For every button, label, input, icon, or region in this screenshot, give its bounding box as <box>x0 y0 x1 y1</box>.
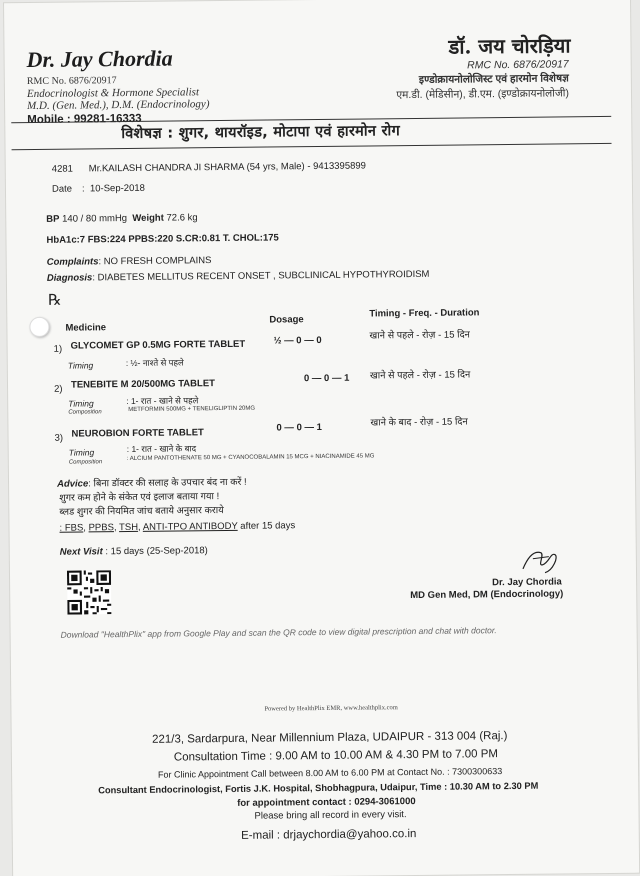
advice-line-3: ब्लड शुगर की नियमित जांच बताये अनुसार कराये <box>59 505 224 518</box>
consultation-time: Consultation Time : 9.00 AM to 10.00 AM & 4.30 PM to 7.00 PM <box>173 748 499 764</box>
degrees: M.D. (Gen. Med.), D.M. (Endocrinology) <box>27 98 210 113</box>
medicine-frequency: खाने से पहले - रोज़ - 15 दिन <box>369 369 471 382</box>
composition-label: Composition <box>68 459 103 466</box>
patient-id: 4281 <box>51 163 73 175</box>
complaints-label: Complaints <box>46 256 99 268</box>
signature-mark <box>515 544 565 577</box>
composition-label: Composition <box>68 409 102 416</box>
specialty-hindi: इण्डोक्रायनोलोजिस्ट एवं हारमोन विशेषज्ञ <box>418 72 569 86</box>
bp-value: 140 / 80 mmHg <box>62 213 128 225</box>
powered-by: Powered by HealthPlix EMR, www.healthplix.com <box>264 704 398 713</box>
rmc-number-right: RMC No. 6876/20917 <box>467 58 569 72</box>
visit-date: 10-Sep-2018 <box>89 182 145 195</box>
medicine-dosage: 0 — 0 — 1 <box>303 372 350 385</box>
medicine-name: GLYCOMET GP 0.5MG FORTE TABLET <box>70 338 246 352</box>
medicine-dosage: 0 — 0 — 1 <box>276 421 322 434</box>
divider-bottom <box>12 143 612 150</box>
clinic-address: 221/3, Sardarpura, Near Millennium Plaza, UDAIPUR - 313 004 (Raj.) <box>151 730 508 746</box>
medicine-name: NEUROBION FORTE TABLET <box>71 427 204 440</box>
doctor-name-hindi: डॉ. जय चोरड़िया <box>448 33 571 59</box>
medicine-number: 1) <box>53 343 63 355</box>
test-item: PPBS <box>88 522 114 534</box>
timing-instruction: : 1- रात - खाने से पहले <box>126 395 199 407</box>
email: E-mail : drjaychordia@yahoo.co.in <box>241 828 417 842</box>
advice-line-1: : बिना डॉक्टर की सलाह के उपचार बंद ना करें ! <box>88 476 247 490</box>
dosage-header: Dosage <box>269 314 304 326</box>
date-separator: : <box>81 183 85 195</box>
records-note: Please bring all record in every visit. <box>254 809 407 822</box>
test-item: : FBS <box>59 522 84 534</box>
next-visit-text: : 15 days (25-Sep-2018) <box>105 545 208 558</box>
diagnosis-text: : DIABETES MELLITUS RECENT ONSET , SUBCLINICAL HYPOTHYROIDISM <box>92 268 430 284</box>
bp-label: BP <box>46 213 60 225</box>
date-label: Date <box>51 183 73 195</box>
medicine-number: 2) <box>54 383 63 395</box>
signature-degrees: MD Gen Med, DM (Endocrinology) <box>410 588 564 602</box>
specialty-banner: विशेषज्ञ : शुगर, थायरॉइड, मोटापा एवं हारमोन रोग <box>121 123 401 143</box>
timing-label: Timing <box>67 360 94 371</box>
signature-name: Dr. Jay Chordia <box>492 576 562 589</box>
lab-results: HbA1c:7 FBS:224 PPBS:220 S.CR:0.81 T. CHOL:175 <box>46 232 279 246</box>
punch-hole <box>29 317 49 337</box>
timing-label: Timing <box>68 398 94 409</box>
medicine-frequency: खाने से पहले - रोज़ - 15 दिन <box>369 329 470 342</box>
patient-details: Mr.KAILASH CHANDRA JI SHARMA (54 yrs, Male) - 9413395899 <box>88 160 366 175</box>
advice-label: Advice <box>56 478 89 490</box>
download-app-text: Download "HealthPlix" app from Google Play and scan the QR code to view digital prescription and chat with doctor. <box>60 625 497 640</box>
complaints-text: : NO FRESH COMPLAINS <box>98 255 212 268</box>
medicine-dosage: ½ — 0 — 0 <box>273 334 322 347</box>
test-item: TSH <box>118 521 139 534</box>
advice-line-2: शुगर कम होने के संकेत एवं इलाज बताया गया ! <box>59 491 220 504</box>
timing-instruction: : 1- रात - खाने के बाद <box>126 443 197 455</box>
medicine-name: TENEBITE M 20/500MG TABLET <box>70 378 216 391</box>
medicine-frequency: खाने के बाद - रोज़ - 15 दिन <box>370 416 468 429</box>
weight-label: Weight <box>132 212 164 224</box>
next-visit-label: Next Visit <box>59 546 103 558</box>
timing-label: Timing <box>68 447 95 458</box>
rmc-number: RMC No. 6876/20917 <box>26 75 117 88</box>
rx-symbol: ℞ <box>48 290 62 309</box>
tests-line: : FBS, PPBS, TSH, ANTI-TPO ANTIBODY after 15 days <box>59 520 296 534</box>
medicine-number: 3) <box>54 432 64 444</box>
doctor-name: Dr. Jay Chordia <box>26 45 173 73</box>
appointment-info: For Clinic Appointment Call between 8.00 AM to 6.00 PM at Contact No. : 7300300633 <box>157 766 503 780</box>
test-item: ANTI-TPO ANTIBODY <box>142 520 238 533</box>
composition-text: : ALCIUM PANTOTHENATE 50 MG + CYANOCOBALAMIN 15 MCG + NIACINAMIDE 45 MG <box>126 453 375 463</box>
specialty: Endocrinologist & Hormone Specialist <box>26 86 200 101</box>
composition-text: METFORMIN 500MG + TENELIGLIPTIN 20MG <box>128 405 256 413</box>
timing-header: Timing - Freq. - Duration <box>369 307 480 320</box>
weight-value: 72.6 kg <box>166 212 198 224</box>
medicine-header: Medicine <box>65 322 107 334</box>
mobile-number: Mobile : 99281-16333 <box>27 112 142 127</box>
hospital-contact: for appointment contact : 0294-3061000 <box>237 796 416 809</box>
qr-code <box>67 570 111 614</box>
prescription-page <box>4 0 639 876</box>
hospital-info: Consultant Endocrinologist, Fortis J.K. Hospital, Shobhagpura, Udaipur, Time : 10.30 AM to 2.30 PM <box>98 780 539 796</box>
tests-suffix: after 15 days <box>240 520 296 532</box>
timing-instruction: : ½- नाश्ते से पहले <box>125 357 184 369</box>
diagnosis-label: Diagnosis <box>46 272 93 284</box>
degrees-hindi: एम.डी. (मेडिसीन), डी.एम. (इण्डोक्रायनोलोजी) <box>396 87 570 102</box>
